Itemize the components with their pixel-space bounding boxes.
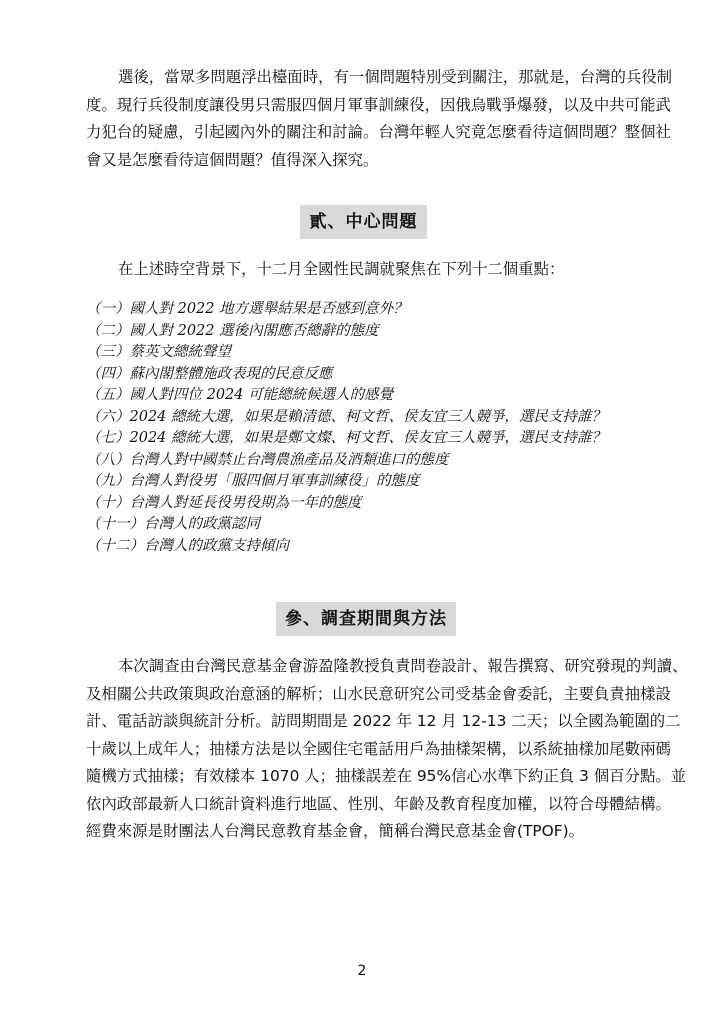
paragraph-line: 力犯台的疑慮，引起國內外的關注和討論。台灣年輕人究竟怎麼看待這個問題？整個社 xyxy=(86,123,671,141)
topic-item: （三）蔡英文總統聲望 xyxy=(86,344,231,360)
method-paragraph xyxy=(86,653,688,846)
section-heading-central-issues: 貳、中心問題 xyxy=(300,205,427,239)
paragraph-line: 本次調查由台灣民意基金會游盈隆教授負責問卷設計、報告撰寫、研究發現的判讀、 xyxy=(118,657,688,675)
page-number: 2 xyxy=(357,963,367,979)
paragraph-line: 選後，當眾多問題浮出檯面時，有一個問題特別受到關注，那就是，台灣的兵役制 xyxy=(118,68,673,86)
topic-list xyxy=(86,299,606,557)
topic-item: （八）台灣人對中國禁止台灣農漁產品及酒類進口的態度 xyxy=(86,451,449,468)
topic-item: （十一）台灣人的政黨認同 xyxy=(86,516,260,532)
section-heading-survey-method: 參、調查期間與方法 xyxy=(276,602,456,636)
paragraph-line: 經費來源是財團法人台灣民意教育基金會，簡稱台灣民意基金會(TPOF)。 xyxy=(86,822,584,840)
topic-item: （七）2024 總統大選，如果是鄭文燦、柯文哲、侯友宜三人競爭，選民支持誰？ xyxy=(86,430,607,446)
topic-item: （九）台灣人對役男「服四個月軍事訓練役」的態度 xyxy=(86,473,420,489)
topic-item: （二）國人對 2022 選後內閣應否總辭的態度 xyxy=(86,322,379,339)
paragraph-line: 計、電話訪談與統計分析。訪問期間是 2022 年 12 月 12-13 二天；以全國為範圍的二 xyxy=(86,712,681,730)
topic-item: （六）2024 總統大選，如果是賴清德、柯文哲、侯友宜三人競爭，選民支持誰？ xyxy=(86,408,607,425)
intro-paragraph xyxy=(86,64,673,174)
section-intro: 在上述時空背景下，十二月全國性民調就聚焦在下列十二個重點： xyxy=(118,260,565,278)
topic-item: （四）蘇內閣整體施政表現的民意反應 xyxy=(86,365,333,382)
paragraph-line: 會又是怎麼看待這個問題？值得深入探究。 xyxy=(86,150,379,169)
topic-item: （五）國人對四位 2024 可能總統候選人的感覺 xyxy=(86,387,394,403)
paragraph-line: 及相關公共政策與政治意涵的解析；山水民意研究公司受基金會委託，主要負責抽樣設 xyxy=(86,684,671,703)
paragraph-line: 依內政部最新人口統計資料進行地區、性別、年齡及教育程度加權，以符合母體結構。 xyxy=(86,794,671,813)
topic-item: （十二）台灣人的政黨支持傾向 xyxy=(86,537,289,554)
topic-item: （十）台灣人對延長役男役期為一年的態度 xyxy=(86,494,362,511)
paragraph-line: 隨機方式抽樣；有效樣本 1070 人；抽樣誤差在 95%信心水準下約正負 3 個百分點。並 xyxy=(86,767,687,785)
paragraph-line: 十歲以上成年人；抽樣方法是以全國住宅電話用戶為抽樣架構，以系統抽樣加尾數兩碼 xyxy=(86,739,671,758)
topic-item: （一）國人對 2022 地方選舉結果是否感到意外？ xyxy=(86,301,408,317)
paragraph-line: 度。現行兵役制度讓役男只需服四個月軍事訓練役，因俄烏戰爭爆發，以及中共可能武 xyxy=(86,95,671,114)
